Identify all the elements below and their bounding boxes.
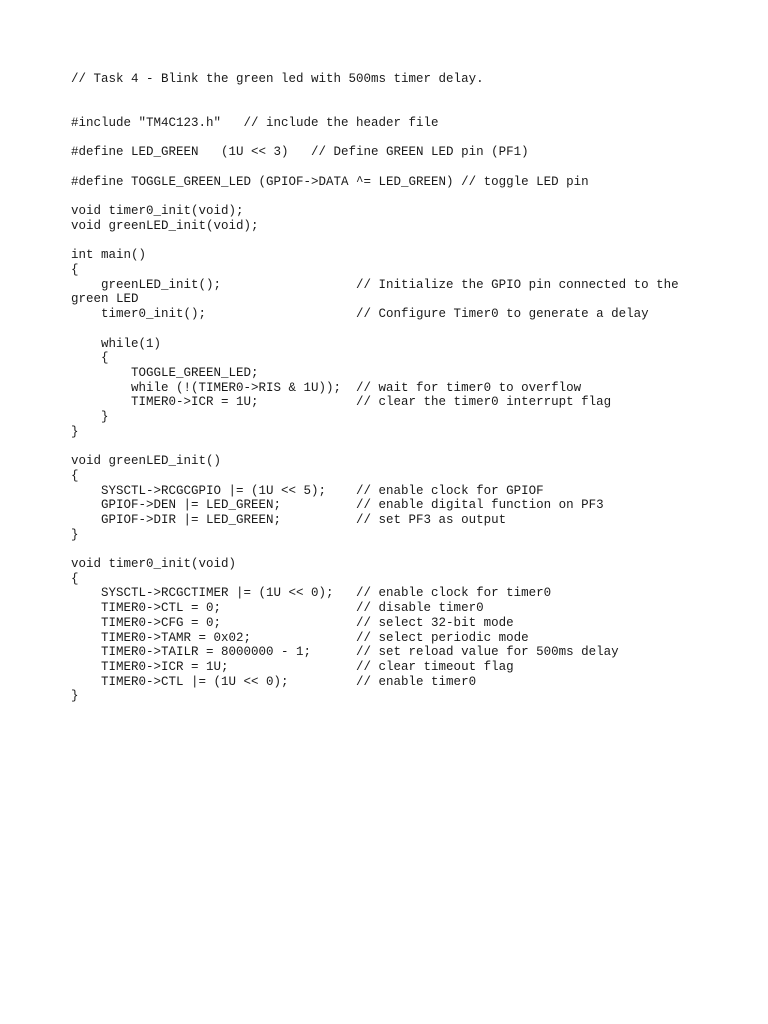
code-line: { xyxy=(71,351,109,366)
code-line: void greenLED_init() xyxy=(71,454,222,469)
code-line: TIMER0->TAILR = 8000000 - 1; // set reload value for 500ms delay xyxy=(71,645,619,660)
code-line: while(1) xyxy=(71,336,162,351)
code-line: } xyxy=(71,527,79,542)
code-line xyxy=(71,322,751,337)
code-line: TIMER0->CTL |= (1U << 0); // enable timer0 xyxy=(71,674,477,689)
code-line: #define TOGGLE_GREEN_LED (GPIOF->DATA ^= LED_GREEN) // toggle LED pin xyxy=(71,174,589,189)
code-line xyxy=(71,160,751,175)
code-line: SYSCTL->RCGCTIMER |= (1U << 0); // enable clock for timer0 xyxy=(71,586,552,601)
code-line xyxy=(71,101,751,116)
code-line: TOGGLE_GREEN_LED; xyxy=(71,365,259,380)
code-line: green LED xyxy=(71,292,139,307)
code-line xyxy=(71,131,751,146)
code-line: TIMER0->CTL = 0; // disable timer0 xyxy=(71,601,484,616)
code-line: TIMER0->ICR = 1U; // clear timeout flag xyxy=(71,659,514,674)
code-line: { xyxy=(71,468,79,483)
code-line: timer0_init(); // Configure Timer0 to generate a delay xyxy=(71,307,649,322)
code-line: while (!(TIMER0->RIS & 1U)); // wait for timer0 to overflow xyxy=(71,380,582,395)
code-line xyxy=(71,542,751,557)
code-line: void greenLED_init(void); xyxy=(71,218,259,233)
code-line xyxy=(71,439,751,454)
code-line xyxy=(71,87,751,102)
code-line: greenLED_init(); // Initialize the GPIO pin connected to the xyxy=(71,277,679,292)
code-line: { xyxy=(71,571,79,586)
code-line xyxy=(71,190,751,205)
code-line: GPIOF->DEN |= LED_GREEN; // enable digital function on PF3 xyxy=(71,498,604,513)
code-line: void timer0_init(void) xyxy=(71,557,237,572)
code-line: } xyxy=(71,410,109,425)
code-line: TIMER0->CFG = 0; // select 32-bit mode xyxy=(71,615,514,630)
code-line: GPIOF->DIR |= LED_GREEN; // set PF3 as output xyxy=(71,512,507,527)
code-line: TIMER0->ICR = 1U; // clear the timer0 interrupt flag xyxy=(71,395,612,410)
code-block xyxy=(71,72,751,704)
code-line: #define LED_GREEN (1U << 3) // Define GREEN LED pin (PF1) xyxy=(71,145,529,160)
code-line: } xyxy=(71,689,79,704)
code-line: { xyxy=(71,263,79,278)
code-line xyxy=(71,234,751,249)
code-line: SYSCTL->RCGCGPIO |= (1U << 5); // enable clock for GPIOF xyxy=(71,483,544,498)
code-line: TIMER0->TAMR = 0x02; // select periodic mode xyxy=(71,630,529,645)
code-line: } xyxy=(71,424,79,439)
code-line: int main() xyxy=(71,248,147,263)
code-line: // Task 4 - Blink the green led with 500ms timer delay. xyxy=(71,72,484,86)
code-line: #include "TM4C123.h" // include the header file xyxy=(71,116,439,131)
code-line: void timer0_init(void); xyxy=(71,204,244,219)
